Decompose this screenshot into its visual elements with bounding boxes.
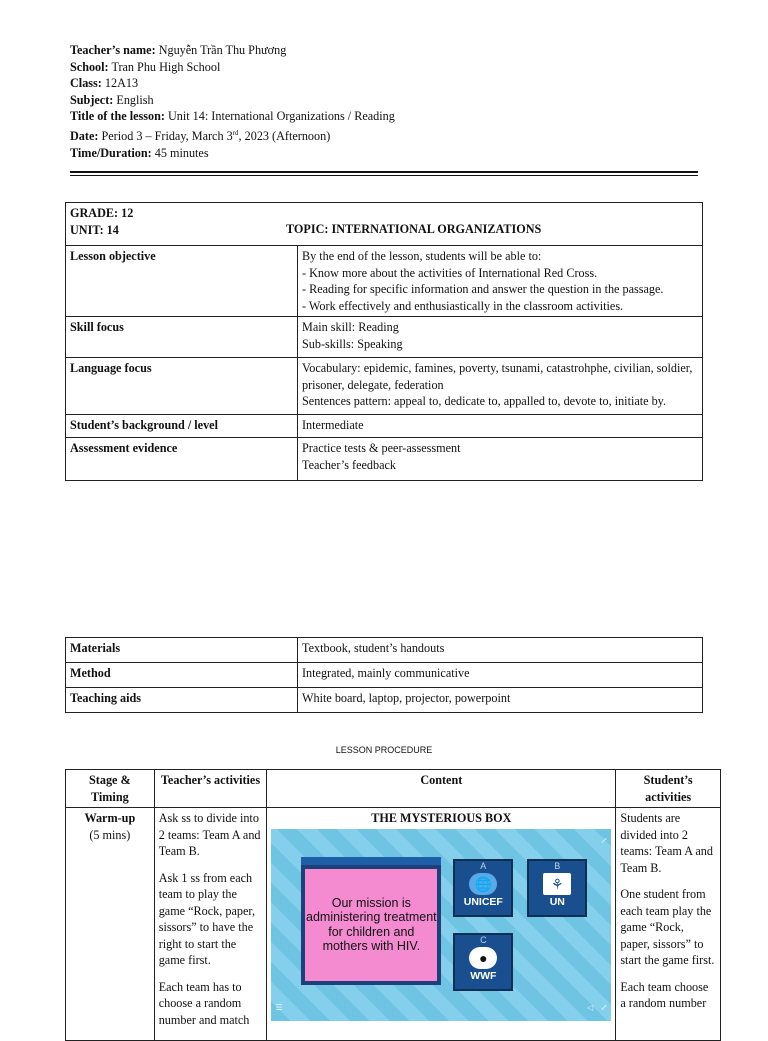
row-label: Skill focus (66, 317, 298, 358)
student-cell (616, 808, 721, 1041)
class-line: Class: 12A13 (70, 76, 139, 91)
slide-bar (301, 857, 441, 865)
stage-name: Warm-up (84, 811, 136, 825)
grade-row (66, 203, 703, 246)
subject-line: Subject: English (70, 92, 154, 107)
content-header: Content (267, 770, 616, 808)
row-label: Materials (66, 638, 298, 663)
card-letter: B (554, 860, 561, 871)
title-line: Title of the lesson: Unit 14: International Organizations / Reading (70, 109, 395, 124)
teacher-step: Ask ss to divide into 2 teams: Team A and Team B. (158, 811, 261, 858)
row-label: Lesson objective (66, 246, 298, 317)
language-row (66, 358, 703, 415)
materials-table (65, 637, 703, 713)
header-divider-thin (70, 175, 698, 176)
topic-label: TOPIC: INTERNATIONAL ORGANIZATIONS (286, 222, 542, 236)
background-row (66, 415, 703, 438)
date-line: Date: Period 3 – Friday, March 3rd, 2023 (Afternoon) (70, 128, 331, 144)
objective-line: - Know more about the activities of International Red Cross. (302, 265, 598, 280)
game-slide (271, 829, 611, 1021)
stage-timing: (5 mins) (89, 827, 131, 842)
row-label: Student’s background / level (66, 415, 298, 438)
card-name: UNICEF (463, 895, 503, 908)
skill-line: Sub-skills: Speaking (302, 336, 403, 351)
volume-icon[interactable]: ◁ (587, 1003, 594, 1012)
procedure-header-row (66, 770, 721, 808)
skill-row (66, 317, 703, 358)
lesson-header (70, 42, 395, 161)
teaching-aids-row (66, 688, 703, 713)
stage-header: Stage & Timing (66, 770, 155, 808)
teacher-header: Teacher’s activities (154, 770, 267, 808)
student-step: Students are divided into 2 teams: Team A and Team B. (620, 811, 713, 875)
procedure-table (65, 769, 721, 1041)
teacher-line: Teacher’s name: Nguyễn Trần Thu Phương (70, 43, 287, 57)
content-title: THE MYSTERIOUS BOX (371, 811, 512, 825)
teacher-step: Ask 1 ss from each team to play the game “Rock, paper, sissors” to have the right to start the game first. (158, 870, 255, 967)
method-row (66, 663, 703, 688)
answer-card-a[interactable] (453, 859, 513, 917)
row-label: Language focus (66, 358, 298, 415)
teacher-step: Each team has to choose a random number and match (158, 979, 250, 1027)
row-value: Textbook, student’s handouts (298, 638, 703, 663)
row-label: Teaching aids (66, 688, 298, 713)
background-line: Intermediate (302, 418, 364, 432)
school-line: School: Tran Phu High School (70, 59, 221, 74)
slide-menu-icon[interactable]: ☰ (275, 1003, 283, 1012)
globe-icon: 🌐 (469, 873, 497, 895)
assessment-line: Teacher’s feedback (302, 457, 396, 472)
overview-table (65, 202, 703, 481)
card-name: WWF (470, 969, 497, 982)
procedure-caption: LESSON PROCEDURE (335, 745, 433, 755)
objective-row (66, 246, 703, 317)
student-step: One student from each team play the game “Rock, paper, sissors” to start the game first. (620, 887, 715, 967)
objective-line: - Reading for specific information and answer the question in the passage. (302, 282, 664, 296)
answer-card-b[interactable] (527, 859, 587, 917)
language-line: Sentences pattern: appeal to, dedicate to, appalled to, devote to, initiate by. (302, 394, 667, 408)
card-letter: C (480, 934, 487, 945)
answer-card-c[interactable] (453, 933, 513, 991)
grade-label: GRADE: 12 (70, 206, 134, 220)
objective-line: By the end of the lesson, students will be able to: (302, 249, 542, 263)
stage-cell (66, 808, 155, 1041)
content-cell (267, 808, 616, 1041)
row-value: White board, laptop, projector, powerpoint (298, 688, 703, 713)
skill-line: Main skill: Reading (302, 320, 399, 334)
row-label: Assessment evidence (66, 438, 298, 481)
assessment-row (66, 438, 703, 481)
row-value: Integrated, mainly communicative (298, 663, 703, 688)
student-step: Each team choose a random number (620, 979, 709, 1010)
assessment-line: Practice tests & peer-assessment (302, 441, 461, 455)
unit-label: UNIT: 14 (70, 222, 119, 237)
warmup-row (66, 808, 721, 1041)
objective-line: - Work effectively and enthusiastically in the classroom activities. (302, 298, 624, 313)
materials-row (66, 638, 703, 663)
teacher-cell (154, 808, 267, 1041)
card-letter: A (480, 860, 487, 871)
mission-card: Our mission is administering treatment for children and mothers with HIV. (301, 865, 441, 985)
panda-icon: ● (469, 947, 497, 969)
expand-icon[interactable]: ↗ (600, 835, 608, 845)
row-label: Method (66, 663, 298, 688)
time-line: Time/Duration: 45 minutes (70, 145, 209, 160)
fullscreen-icon[interactable]: ⤢ (600, 1003, 608, 1012)
language-line: Vocabulary: epidemic, famines, poverty, tsunami, catastrohphe, civilian, soldier, prisoner, delegate, federation (302, 361, 693, 392)
student-header: Student’s activities (616, 770, 721, 808)
card-name: UN (549, 895, 565, 908)
header-divider (70, 171, 698, 173)
un-emblem-icon: ⚘ (543, 873, 571, 895)
